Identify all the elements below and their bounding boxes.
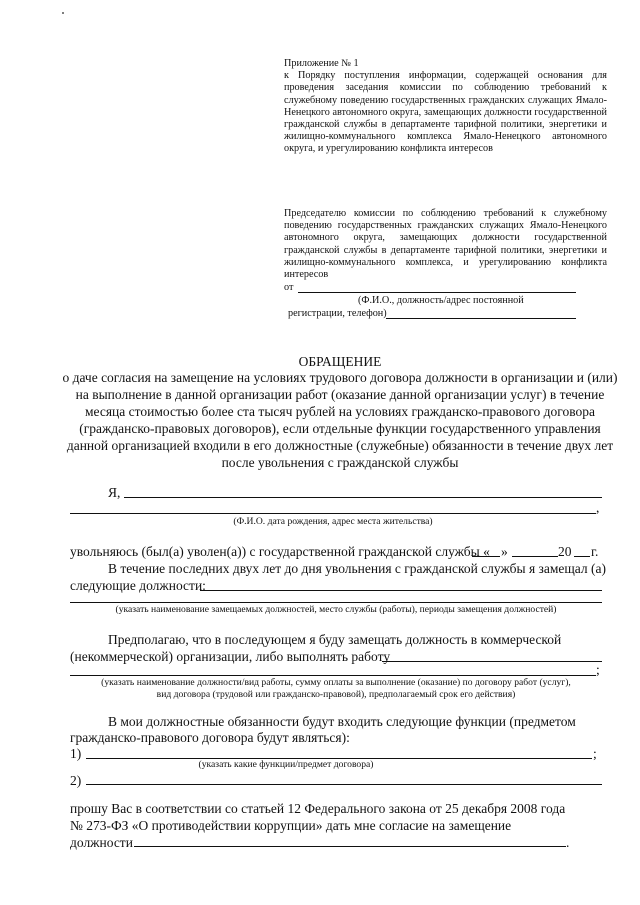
item-2-label: 2) — [70, 773, 82, 788]
duties-line-1: В мои должностные обязанности будут входить следующие функции (предметом — [108, 714, 576, 729]
positions-line-1: В течение последних двух лет до дня увольнения с гражданской службы я замещал (а) — [108, 561, 606, 576]
dismissal-year: 20 — [558, 544, 572, 559]
appendix-block — [284, 58, 607, 156]
hint-positions: (указать наименование замещаемых должностей, место службы (работы), периоды замещения должностей) — [115, 604, 557, 615]
hint-job-2: вид договора (трудовой или гражданско-правовой), предполагаемый срок его действия) — [156, 689, 516, 700]
from-hint-1: (Ф.И.О., должность/адрес постоянной — [358, 295, 524, 306]
request-period: . — [566, 835, 570, 850]
job-field-line-2[interactable] — [70, 675, 596, 676]
request-line-2: № 273-ФЗ «О противодействии коррупции» дать мне согласие на замещение — [70, 818, 512, 833]
job-semicolon: ; — [596, 662, 600, 677]
positions-field-line[interactable] — [200, 590, 602, 591]
document-title: ОБРАЩЕНИЕ — [298, 354, 382, 369]
dismissal-quote-close: » — [501, 544, 508, 559]
fio-field-line-2[interactable] — [70, 513, 596, 514]
from-field-line[interactable] — [298, 292, 576, 293]
i-label: Я, — [108, 485, 121, 500]
scan-speck — [62, 12, 64, 14]
hint-job-1: (указать наименование должности/вид работы, сумму оплаты за выполнение (оказание) по договору работ (услуг), — [101, 677, 571, 688]
duties-line-2: гражданско-правового договора будут являться): — [70, 730, 350, 745]
request-line-1: прошу Вас в соответствии со статьей 12 Федерального закона от 25 декабря 2008 года — [70, 801, 566, 816]
from-label: от — [284, 282, 294, 293]
item-2-field-line[interactable] — [86, 784, 602, 785]
item-1-label: 1) — [70, 746, 82, 761]
contact-field-line[interactable] — [386, 318, 576, 319]
assume-line-1: Предполагаю, что в последующем я буду замещать должность в коммерческой — [108, 632, 562, 647]
request-line-3: должности — [70, 835, 133, 850]
job-field-line[interactable] — [382, 661, 602, 662]
hint-fio: (Ф.И.О. дата рождения, адрес места жительства) — [233, 516, 433, 527]
assume-line-2: (некоммерческой) организации, либо выполнять работу — [70, 649, 391, 664]
appendix-text: к Порядку поступления информации, содержащей основания для проведения заседания комиссии по соблюдению требований к служебному поведению государственных гражданских служащих Ямало-Ненецкого автономного округа, замещающих должности государственной гражданской службы в департаменте тарифной политики, энергетики и жилищно-коммунального комплекса Ямало-Ненецкого автономного округа, и урегулированию конфликта интересов — [284, 70, 607, 155]
dismissal-year-line[interactable] — [574, 556, 590, 557]
hint-functions: (указать какие функции/предмет договора) — [198, 759, 374, 770]
from-hint-2: регистрации, телефон) — [288, 308, 387, 319]
document-subtitle: о даче согласия на замещение на условиях трудового договора должности в организации и (или) на выполнение в данной организации работ (оказание данной организации услуг) в течение месяца стоимостью более ста тысяч рублей на условиях гражданско-правового договора (гражданско-правовых договоров), если отдельные функции государственного управления данной организацией входили в его должностные (служебные) обязанности в течение двух лет после увольнения с гражданской службы — [62, 370, 618, 470]
fio-comma: , — [596, 500, 600, 515]
positions-field-line-2[interactable] — [70, 602, 602, 603]
dismissal-text: увольняюсь (был(а) уволен(а)) с государственной гражданской службы « — [70, 544, 490, 559]
dismissal-year-suffix: г. — [591, 544, 599, 559]
addressee-text: Председателю комиссии по соблюдению требований к служебному поведению государственных гражданских служащих Ямало-Ненецкого автономного округа, замещающих должности государственной гражданской службы в департаменте тарифной политики, энергетики и жилищно-коммунального комплекса, и урегулированию конфликта интересов — [284, 208, 607, 281]
dismissal-month-line[interactable] — [512, 556, 558, 557]
appendix-title: Приложение № 1 — [284, 58, 359, 69]
positions-line-2: следующие должности: — [70, 578, 206, 593]
item-1-end: ; — [593, 746, 597, 761]
request-position-line[interactable] — [134, 846, 566, 847]
dismissal-day-line[interactable] — [472, 556, 500, 557]
fio-field-line[interactable] — [124, 497, 602, 498]
